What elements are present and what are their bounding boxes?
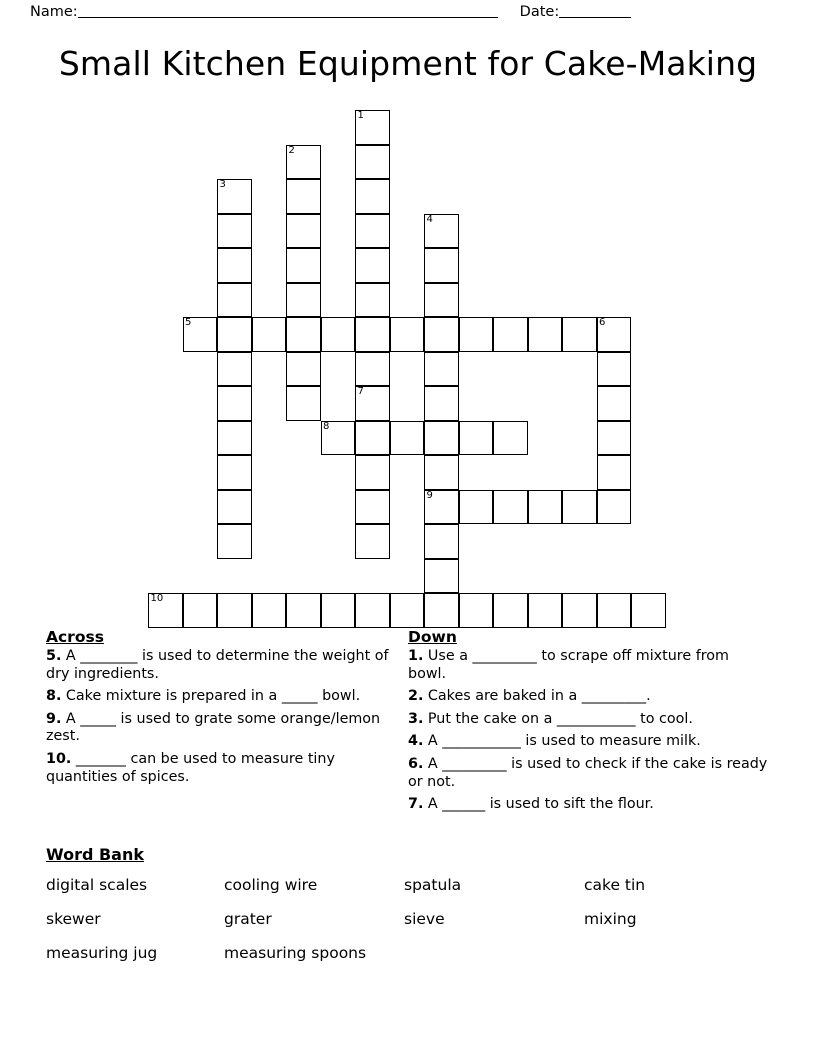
clue-text: A ______ is used to sift the flour. [423, 796, 654, 813]
crossword-cell[interactable] [597, 490, 632, 525]
word-bank-word: cooling wire [224, 876, 318, 894]
crossword-cell[interactable] [286, 352, 321, 387]
crossword-cell[interactable] [286, 593, 321, 628]
crossword-cell[interactable] [217, 421, 252, 456]
word-bank-word: grater [224, 910, 272, 928]
clue-number: 5. [46, 648, 62, 664]
clues-section [0, 628, 816, 819]
crossword-cell[interactable] [321, 421, 356, 456]
crossword-cell[interactable] [355, 317, 390, 352]
clue-number: 4. [408, 733, 424, 750]
crossword-cell[interactable] [183, 593, 218, 628]
crossword-cell[interactable] [493, 421, 528, 456]
crossword-cell[interactable] [562, 490, 597, 525]
crossword-cell[interactable] [424, 317, 459, 352]
word-bank-word: digital scales [46, 876, 148, 894]
clue-text: Cakes are baked in a _________. [423, 688, 651, 705]
crossword-cell[interactable] [562, 317, 597, 352]
word-bank-word: skewer [46, 910, 101, 928]
crossword-cell[interactable] [321, 317, 356, 352]
clue-number: 1. [408, 648, 424, 664]
clue-number: 2. [408, 688, 424, 705]
cell-number: 5 [185, 317, 192, 328]
crossword-cell[interactable] [493, 317, 528, 352]
crossword-cell[interactable] [424, 490, 459, 525]
crossword-cell[interactable] [355, 179, 390, 214]
name-write-line[interactable] [78, 4, 498, 18]
across-clue [46, 648, 408, 683]
crossword-cell[interactable] [355, 524, 390, 559]
crossword-cell[interactable] [459, 317, 494, 352]
crossword-cell[interactable] [355, 455, 390, 490]
crossword-cell[interactable] [597, 386, 632, 421]
clue-text: A ________ is used to determine the weight of dry ingredients. [46, 648, 389, 682]
crossword-cell[interactable] [424, 559, 459, 594]
down-clue [408, 711, 770, 729]
crossword-cell[interactable] [424, 248, 459, 283]
down-clue-list [408, 648, 770, 814]
word-bank-section [46, 845, 770, 968]
crossword-cell[interactable] [286, 283, 321, 318]
crossword-cell[interactable] [217, 352, 252, 387]
clue-number: 6. [408, 755, 424, 772]
cell-number: 2 [288, 144, 295, 156]
crossword-cell[interactable] [286, 145, 321, 180]
down-clue [408, 648, 770, 683]
crossword-cell[interactable] [493, 490, 528, 525]
cell-number: 1 [357, 110, 364, 121]
cell-number: 6 [599, 317, 606, 328]
crossword-cell[interactable] [424, 593, 459, 628]
cell-number: 10 [150, 593, 164, 604]
down-heading: Down [408, 628, 457, 646]
across-clue [46, 688, 408, 706]
crossword-cell[interactable] [217, 248, 252, 283]
crossword-cell[interactable] [286, 386, 321, 421]
crossword-cell[interactable] [528, 490, 563, 525]
date-write-line[interactable] [559, 4, 631, 18]
word-bank-word: measuring spoons [224, 944, 367, 962]
clue-number: 8. [46, 688, 62, 705]
word-bank-word: spatula [404, 876, 462, 894]
clue-text: Use a _________ to scrape off mixture from bowl. [408, 648, 729, 682]
across-heading: Across [46, 628, 104, 646]
crossword-cell[interactable] [286, 317, 321, 352]
crossword-cell[interactable] [252, 317, 287, 352]
crossword-cell[interactable] [390, 421, 425, 456]
crossword-cell[interactable] [355, 386, 390, 421]
clue-number: 10. [46, 750, 72, 767]
crossword-cell[interactable] [597, 317, 632, 352]
crossword-cell[interactable] [390, 593, 425, 628]
crossword-cell[interactable] [355, 490, 390, 525]
crossword-cell[interactable] [528, 593, 563, 628]
name-date-row [0, 0, 816, 30]
across-clue-list [46, 648, 408, 786]
crossword-cell[interactable] [355, 283, 390, 318]
crossword-cell[interactable] [390, 317, 425, 352]
crossword-cell[interactable] [493, 593, 528, 628]
crossword-cell[interactable] [355, 248, 390, 283]
crossword-cell[interactable] [355, 214, 390, 249]
word-bank-word: cake tin [584, 876, 646, 894]
cell-number: 9 [426, 489, 433, 501]
cell-number: 8 [323, 420, 330, 432]
crossword-cell[interactable] [597, 352, 632, 387]
crossword-cell[interactable] [597, 593, 632, 628]
cell-number: 7 [357, 386, 364, 397]
down-clue [408, 796, 770, 814]
crossword-cell[interactable] [355, 593, 390, 628]
crossword-cell[interactable] [217, 386, 252, 421]
crossword-cell[interactable] [528, 317, 563, 352]
crossword-cell[interactable] [459, 421, 494, 456]
clue-text: _______ can be used to measure tiny quantities of spices. [46, 750, 335, 785]
crossword-cell[interactable] [459, 490, 494, 525]
page-title: Small Kitchen Equipment for Cake-Making [58, 44, 758, 83]
clue-text: A _________ is used to check if the cake is ready or not. [408, 755, 768, 790]
crossword-cell[interactable] [597, 421, 632, 456]
crossword-cell[interactable] [562, 593, 597, 628]
cell-number: 4 [426, 213, 433, 225]
cell-number: 3 [219, 179, 226, 190]
crossword-cell[interactable] [424, 283, 459, 318]
clue-text: Put the cake on a ___________ to cool. [423, 710, 693, 727]
across-clue [46, 751, 408, 786]
word-bank-heading: Word Bank [46, 845, 145, 864]
clue-number: 3. [408, 710, 424, 727]
crossword-cell[interactable] [424, 214, 459, 249]
crossword-cell[interactable] [355, 352, 390, 387]
crossword-cell[interactable] [424, 455, 459, 490]
clue-number: 7. [408, 796, 424, 813]
clue-number: 9. [46, 710, 62, 727]
crossword-cell[interactable] [424, 386, 459, 421]
crossword-cell[interactable] [286, 248, 321, 283]
crossword-cell[interactable] [286, 214, 321, 249]
crossword-cell[interactable] [217, 283, 252, 318]
crossword-cell[interactable] [217, 317, 252, 352]
crossword-cell[interactable] [631, 593, 666, 628]
crossword-cell[interactable] [424, 524, 459, 559]
clue-text: Cake mixture is prepared in a _____ bowl. [61, 688, 361, 705]
crossword-cell[interactable] [424, 352, 459, 387]
crossword-cell[interactable] [321, 593, 356, 628]
crossword-cell[interactable] [217, 524, 252, 559]
crossword-cell[interactable] [597, 455, 632, 490]
across-clue [46, 711, 408, 746]
crossword-cell[interactable] [217, 214, 252, 249]
crossword-cell[interactable] [183, 317, 218, 352]
date-label: Date: [519, 4, 560, 20]
crossword-cell[interactable] [355, 421, 390, 456]
word-bank-word: sieve [404, 910, 445, 928]
crossword-cell[interactable] [355, 110, 390, 145]
word-bank-word: mixing [584, 910, 637, 928]
crossword-cell[interactable] [217, 490, 252, 525]
clue-text: A ___________ is used to measure milk. [423, 733, 701, 750]
down-clue [408, 733, 770, 751]
down-clue [408, 756, 770, 791]
name-label: Name: [30, 4, 78, 20]
crossword-cell[interactable] [286, 179, 321, 214]
crossword-cell[interactable] [252, 593, 287, 628]
crossword-cell[interactable] [217, 593, 252, 628]
word-bank-word: measuring jug [46, 944, 158, 962]
crossword-cell[interactable] [217, 455, 252, 490]
crossword-cell[interactable] [148, 593, 183, 628]
crossword-cell[interactable] [424, 421, 459, 456]
across-column [46, 628, 408, 819]
down-column [408, 628, 770, 819]
crossword-cell[interactable] [355, 145, 390, 180]
clue-text: A _____ is used to grate some orange/lemon zest. [46, 710, 381, 745]
word-bank-list [46, 871, 770, 968]
crossword-cell[interactable] [459, 593, 494, 628]
down-clue [408, 688, 770, 706]
crossword-cell[interactable] [217, 179, 252, 214]
